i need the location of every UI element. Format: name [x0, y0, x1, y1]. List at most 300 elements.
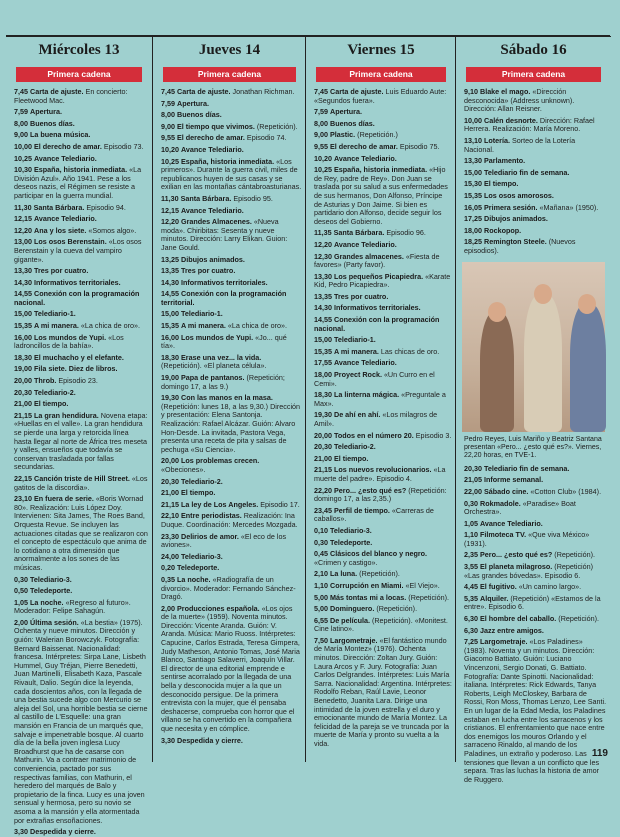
program-title: El tiempo.: [484, 179, 519, 189]
program-description: «Cotton Club» (1984).: [530, 486, 602, 496]
program-entry: [14, 495, 148, 572]
program-description: «La muerte del padre». Episodio 4.: [314, 465, 446, 483]
program-entry: [314, 466, 452, 483]
program-time: 0,30: [14, 574, 28, 584]
program-title: Sábado cine.: [484, 486, 529, 496]
program-title: Apertura.: [30, 107, 62, 117]
program-title: Producciones española.: [177, 603, 260, 613]
program-time: 1,10: [314, 580, 328, 590]
program-entry: [14, 389, 148, 398]
program-entry: [464, 531, 607, 548]
program-description: «Dirección desconocida» (Address unknown). Dirección: Allan Reisner.: [464, 87, 575, 114]
program-title: Apertura.: [330, 107, 362, 117]
program-description: «Los ladroncillos de la bahía».: [14, 332, 124, 351]
program-title: Lotería.: [484, 135, 510, 145]
program-time: 13,30: [464, 156, 482, 166]
program-description: (Repetición).: [359, 569, 400, 579]
program-title: Fila siete. Diez de libros.: [34, 364, 118, 374]
program-entry: [314, 617, 452, 634]
program-time: 23,10: [14, 494, 32, 504]
program-entry: [14, 143, 148, 152]
program-time: 11,30: [161, 193, 179, 203]
program-time: 24,00: [161, 551, 179, 561]
program-entry: [464, 476, 607, 485]
program-entry: [161, 195, 302, 204]
program-title: El tiempo que vivimos.: [177, 121, 255, 131]
program-time: 18,30: [314, 390, 332, 400]
program-title: Corrupción en Miami.: [330, 580, 404, 590]
program-entry: [14, 619, 148, 825]
program-entry: [314, 594, 452, 603]
program-title: El tiempo.: [181, 488, 216, 498]
program-time: 16,00: [14, 332, 32, 342]
program-time: 20,30: [464, 463, 482, 473]
program-time: 9,00: [314, 130, 328, 140]
program-time: 23,45: [314, 505, 332, 515]
program-time: 0,30: [314, 537, 328, 547]
program-entry: [314, 507, 452, 524]
program-title: Pero... ¿esto qué es?: [334, 485, 407, 495]
program-entry: [161, 310, 302, 319]
program-time: 9,55: [314, 141, 328, 151]
program-description: Realización: Ina Duque. Coordinación: Mercedes Mozgada.: [161, 511, 298, 529]
program-entry: [14, 587, 148, 596]
program-time: 19,00: [14, 364, 32, 374]
program-entry: [314, 371, 452, 388]
program-entry: [14, 334, 148, 351]
program-time: 7,45: [314, 87, 328, 96]
program-time: 4,45: [464, 582, 478, 592]
program-title: La noche.: [30, 597, 64, 607]
program-entry: [314, 273, 452, 290]
program-time: 9,00: [161, 121, 175, 131]
program-entry: [14, 377, 148, 386]
program-description: «Crimen y castigo».: [314, 557, 378, 567]
program-entry: [14, 267, 148, 276]
program-title: Informativos territoriales.: [181, 277, 268, 287]
program-title: Santa Bárbara.: [333, 228, 385, 238]
program-entry: [161, 553, 302, 562]
program-title: Informe semanal.: [484, 475, 544, 485]
program-time: 22,15: [14, 473, 32, 483]
program-time: 2,00: [14, 617, 28, 627]
program-description: (Repetición). «Monitest. Cine latino».: [314, 615, 448, 634]
program-entry: [464, 595, 607, 612]
channel-banner: Primera cadena: [316, 67, 446, 82]
program-time: 6,55: [314, 615, 328, 625]
program-description: «Preguntale a Max».: [314, 390, 446, 408]
program-description: Episodio 23.: [58, 376, 98, 386]
program-title: La buena música.: [30, 130, 91, 140]
program-entry: [14, 412, 148, 472]
program-title: Conexión con la programación nacional.: [314, 315, 440, 333]
program-title: A mi manera.: [181, 321, 226, 331]
program-entry: [464, 238, 607, 255]
program-description: «Paradise» Boat Orchestra».: [464, 498, 576, 517]
presenter-figure: [480, 312, 514, 432]
program-entry: [14, 400, 148, 409]
program-entry: [464, 169, 607, 178]
program-entry: [14, 828, 148, 837]
program-entry: [464, 117, 607, 134]
program-time: 12,15: [161, 205, 179, 215]
program-list: [456, 88, 611, 256]
program-description: «Un camino largo».: [518, 582, 582, 592]
program-title: Última sesión.: [30, 617, 79, 627]
program-entry: [14, 88, 148, 105]
program-title: Con las manos en la masa.: [181, 393, 273, 403]
program-list: [6, 88, 152, 837]
program-entry: [464, 204, 607, 213]
program-description: Episodio 17.: [260, 499, 300, 509]
program-entry: [464, 465, 607, 474]
program-description: Episodio 94.: [86, 202, 126, 212]
program-time: 15,35: [161, 321, 179, 331]
program-entry: [314, 443, 452, 452]
program-entry: [314, 582, 452, 591]
program-entry: [314, 605, 452, 614]
program-description: (Repetición). «El planeta célula».: [161, 361, 267, 371]
program-time: 21,15: [314, 465, 332, 475]
program-time: 15,00: [161, 309, 179, 319]
program-title: Entre periodistas.: [181, 511, 242, 521]
program-entry: [464, 137, 607, 154]
program-entry: [161, 512, 302, 529]
program-entry: [161, 564, 302, 573]
program-description: Episodio 75.: [399, 141, 440, 151]
program-list: [153, 88, 306, 745]
program-title: Clásicos del blanco y negro.: [330, 549, 428, 559]
program-description: «Un Curro en el Cemi».: [314, 370, 435, 388]
program-entry: [464, 563, 607, 580]
program-entry: [14, 120, 148, 129]
program-title: Largometraje.: [330, 635, 378, 645]
program-entry: [14, 155, 148, 164]
program-description: «Los Paladines» (1983). Noventa y un minutos. Dirección: Giacomo Battiato. Guión: Luciano Vincenzoni, Sergio Donati, G. Battiato. Fotografía: Dante Spinotti. Nacionalidad: italiana. Intérpretes: Rick Edwards, Tanya Roberts, Leigh McCloskey, Barbara de Rossi, Ron Moss, Thomas Lenzo, Lee Santi. En un lugar de la Edad Media, los Paladines estaban en lucha entre los sarracenos y los cristianos. El enfrentamiento que nace entre dos enemigos los mouros Orlando y el sarraceno Rinaldo, al mando de los Paladines, un extraño y poderoso. Las tensiones que llevan a un conflicto que les separa. Tras las luchas la historia de amor de Ruggero.: [464, 637, 607, 784]
program-time: 7,59: [14, 107, 28, 117]
program-title: Más tontas mi a locas.: [330, 592, 407, 602]
program-entry: [314, 108, 452, 117]
program-entry: [464, 583, 607, 592]
program-time: 1,05: [464, 518, 478, 528]
program-time: 17,55: [314, 358, 332, 368]
program-description: Episodio 96.: [386, 228, 426, 238]
program-title: Primera sesión.: [484, 202, 538, 212]
program-time: 8,00: [314, 118, 328, 128]
program-entry: [161, 478, 302, 487]
program-title: Rokmadole.: [480, 498, 521, 508]
program-entry: [14, 576, 148, 585]
program-entry: [314, 143, 452, 152]
program-title: Telediario-3.: [330, 525, 372, 535]
program-description: Episodio 74.: [246, 133, 287, 143]
program-time: 18,30: [14, 352, 32, 362]
program-time: 7,50: [314, 635, 328, 645]
channel-banner: Primera cadena: [163, 67, 296, 82]
program-title: Telediario-2.: [34, 387, 76, 397]
program-title: La gran hendidura.: [34, 410, 99, 420]
program-title: España, historia inmediata.: [334, 165, 428, 175]
day-column-thursday: [152, 36, 306, 762]
program-time: 23,30: [161, 531, 179, 541]
program-entry: [464, 215, 607, 224]
day-heading: Jueves 14: [153, 36, 306, 63]
program-time: 13,00: [14, 237, 32, 247]
program-description: (Repetición).: [408, 592, 450, 602]
program-title: Informativos territoriales.: [34, 277, 121, 287]
program-time: 13,30: [314, 271, 332, 281]
tv-listings-page: [6, 36, 610, 837]
program-time: 18,00: [314, 370, 332, 380]
program-description: «Carreras de caballos».: [314, 505, 434, 524]
program-entry: [464, 180, 607, 189]
program-entry: [14, 131, 148, 140]
program-description: (Repetición).: [558, 614, 600, 624]
program-entry: [161, 576, 302, 602]
program-time: 20,30: [314, 442, 332, 452]
page-number: 119: [591, 748, 608, 759]
program-title: Telediario-3.: [30, 574, 72, 584]
program-time: 12,20: [14, 225, 32, 235]
program-entry: [314, 348, 452, 357]
program-entry: [161, 279, 302, 288]
program-description: (Repetición: lunes 18, a las 9,30.) Dirección y presentación: Elena Santonja. Realización: Rafael Alcázar. Guión: Alvaro Hon-Desde. La invitada, Pastora Vega, presenta una receta de pita y salsas de pechuga «Su Ciencia».: [161, 401, 301, 454]
program-title: Conexión con la programación territorial.: [161, 289, 287, 307]
program-title: Filmoteca TV.: [480, 530, 527, 540]
program-title: De película.: [330, 615, 370, 625]
program-time: 7,59: [314, 107, 328, 117]
program-time: 8,00: [161, 110, 175, 120]
program-entry: [464, 638, 607, 784]
program-time: 10,00: [464, 115, 482, 125]
program-time: 14,55: [161, 289, 179, 299]
program-title: A mi manera.: [334, 346, 379, 356]
program-entry: [161, 457, 302, 474]
program-title: Los mundos de Yupi.: [181, 332, 254, 342]
program-entry: [14, 599, 148, 616]
program-entry: [14, 354, 148, 363]
program-title: Teledeporte.: [330, 537, 373, 547]
program-time: 14,30: [14, 277, 32, 287]
day-column-saturday: [455, 36, 611, 784]
program-title: El hombre del caballo.: [480, 614, 557, 624]
program-entry: [314, 391, 452, 408]
program-description: «El fantástico mundo de María Montez» (1976). Ochenta minutos. Dirección: Zoltan Jury. Guión: Laura Arcos y F. Jury. Fotografía: Juan Carlos Delgrandes. Intérpretes: Luis María Sarra. Nacionalidad: Argentina. Intérpretes: Rodolfo Reban, Raúl Lavie, Leonor Benedetto, Juanita Lara. Dirige una intimidad de la joven estrella y el duro y emocionante mundo de María Montez. La felicidad de la pareja se ve truncada por la muerte de María y pronto su vuelta a la vida.: [314, 635, 452, 748]
program-title: Informativos territoriales.: [334, 303, 421, 313]
program-title: Dibujos animados.: [181, 254, 245, 264]
program-title: Todos en el número 20.: [334, 430, 414, 440]
program-title: Erase una vez... la vida.: [181, 352, 262, 362]
program-list: [456, 465, 611, 785]
program-description: (Repetición.): [357, 130, 398, 140]
program-title: La luna.: [330, 569, 358, 579]
day-heading: Miércoles 13: [6, 36, 152, 63]
program-title: Telediario-2.: [334, 442, 376, 452]
program-entry: [464, 615, 607, 624]
program-entry: [464, 88, 607, 114]
program-title: A mi manera.: [34, 321, 79, 331]
program-time: 7,45: [161, 87, 175, 96]
program-time: 22,10: [161, 511, 179, 521]
program-title: Grandes Almacenes.: [181, 217, 252, 227]
program-description: «Los milagros de Amil».: [314, 410, 438, 428]
program-entry: [14, 108, 148, 117]
program-entry: [14, 215, 148, 224]
program-description: «Regreso al futuro». Moderador: Felipe Sahagún.: [14, 597, 131, 616]
program-entry: [314, 316, 452, 333]
program-time: 0,10: [314, 525, 328, 535]
program-entry: [161, 394, 302, 454]
program-title: España, historia inmediata.: [181, 156, 275, 166]
program-time: 0,30: [464, 498, 478, 508]
program-description: «Los ojos de la muerte» (1959). Noventa minutos. Dirección: Vicente Aranda. Guión: V. Aranda. Música: Mario Ruoss. Intérpretes: Capucine, Carlos Estrada, Teresa Gimpera, Judy Matheson, Antonio Tomas, José Maria Blanco, Santiago Salaverri, Joaquín Villar. El director de una editorial emprende e sentirse acorralado por la llegada de una bella y desconocida mujer a la que un desconocido persigue. De la primera entrevista con la mujer, que él pensaba deshacerse, comprueba con horror que el villano se ha convertido en la compañera que necesita y en cómplice.: [161, 603, 300, 733]
program-entry: [14, 227, 148, 236]
program-time: 16,00: [161, 332, 179, 342]
program-description: «La bestia» (1975). Ochenta y nueve minutos. Dirección y guión: Walerian Borowczyk. Fotografía: Bernard Baissenat. Nacionalidad: francesa. Intérpretes: Sirpa Lane, Lisbeth Hummel, Guy Tréjan, Pierre Benedetti, Juan Martinelli, Elisabeth Kaza, Pascale Rivault, Dalio. Según dice la leyenda, cada doscientos años, con la llegada de una bestia sucede algo con Mercurio se aleja del Sol, una horrible bestia se cierne al castillo de L'Esquelle: una gran mansión en Francia de un marqués que, salvaje e impenetrable bosque. Al cuarto día de la bella joven inglesa Lucy Broadhurst que ha de casarse con Mathurin. Va a contraer matrimonio de conveniencia, pactado por sus respectivas familias, con Mathurin, el heredero del marqués de Balo y propietario de la finca. Lucy es una joven sensual y hermosa, pero su novio se asoma a la mansión y ella atormentada por extrañas ensoñaciones.: [14, 617, 148, 825]
program-title: Remington Steele.: [484, 237, 547, 247]
program-description: «Los osos Berenstain y la cueva del vampiro gigante».: [14, 237, 142, 264]
program-time: 5,00: [314, 592, 328, 602]
program-description: «Los primeros». Durante la guerra civil, miles de republicanos huyen de sus casas y se exilian en las montañas cántabroasturianas.: [161, 156, 302, 192]
program-description: (Repetición) «Las grandes bóvedas». Episodio 6.: [464, 562, 594, 580]
program-description: «Obeciones».: [161, 464, 206, 474]
program-time: 18,25: [464, 237, 482, 247]
program-entry: [161, 290, 302, 307]
program-time: 0,45: [314, 549, 328, 559]
program-time: 9,10: [464, 87, 478, 96]
program-title: El fugitivo.: [480, 582, 517, 592]
program-title: Delirios de amor.: [181, 531, 239, 541]
program-description: «Mañana» (1950).: [539, 202, 599, 212]
program-entry: [161, 134, 302, 143]
program-title: Calén desnorte.: [484, 115, 538, 125]
program-entry: [161, 218, 302, 252]
program-title: El tiempo.: [334, 453, 369, 463]
program-time: 6,30: [464, 625, 478, 635]
program-entry: [314, 411, 452, 428]
program-title: Carta de ajuste.: [330, 87, 384, 96]
presenter-head: [578, 294, 596, 314]
program-entry: [314, 527, 452, 536]
program-entry: [464, 520, 607, 529]
program-entry: [14, 238, 148, 264]
program-title: España, historia inmediata.: [34, 165, 128, 175]
program-time: 15,00: [314, 335, 332, 345]
program-time: 21,05: [464, 475, 482, 485]
program-time: 12,20: [314, 239, 332, 249]
program-time: 20,00: [314, 430, 332, 440]
program-entry: [14, 204, 148, 213]
program-time: 9,00: [14, 130, 28, 140]
program-time: 5,00: [314, 604, 328, 614]
program-time: 21,15: [14, 410, 32, 420]
program-description: (Repetición: domingo 17, a las 2,35.): [314, 485, 447, 504]
program-title: Blake el mago.: [480, 87, 531, 96]
program-title: Despedida y cierre.: [177, 735, 243, 745]
program-entry: [161, 605, 302, 734]
program-entry: [161, 146, 302, 155]
program-title: Telediario-1.: [34, 309, 76, 319]
program-title: Telediario fin de semana.: [484, 463, 570, 473]
program-title: De ahí en ahí.: [334, 410, 381, 420]
program-title: El tiempo.: [34, 399, 69, 409]
program-time: 0,20: [161, 563, 175, 573]
program-entry: [314, 229, 452, 238]
program-entry: [161, 158, 302, 192]
program-description: Episodio 95.: [233, 193, 273, 203]
program-entry: [14, 365, 148, 374]
program-description: Episodio 3.: [415, 430, 452, 440]
program-title: Avance Telediario.: [34, 214, 97, 224]
program-description: Sorteo de la Lotería Nacional.: [464, 135, 576, 154]
program-time: 14,55: [314, 315, 332, 325]
program-description: Jonathan Richman.: [232, 87, 295, 96]
program-description: Luis Eduardo Aute: «Segundos fuera».: [314, 87, 447, 105]
program-title: Avance Telediario.: [181, 144, 244, 154]
program-description: «El Viejo».: [405, 580, 440, 590]
program-title: Telediario fin de semana.: [484, 167, 570, 177]
program-time: 21,15: [161, 499, 179, 509]
program-title: Jazz entre amigos.: [480, 625, 544, 635]
program-title: Avance Telediario.: [181, 205, 244, 215]
program-time: 0,50: [14, 586, 28, 596]
program-title: Santa Bárbara.: [33, 202, 85, 212]
program-entry: [464, 500, 607, 517]
program-entry: [14, 279, 148, 288]
program-time: 6,30: [464, 614, 478, 624]
program-title: Buenos días.: [177, 110, 222, 120]
program-time: 15,00: [14, 309, 32, 319]
program-time: 19,30: [314, 410, 332, 420]
program-entry: [314, 253, 452, 270]
program-time: 7,45: [14, 87, 28, 96]
program-entry: [161, 267, 302, 276]
program-time: 10,25: [314, 165, 332, 175]
program-time: 15,35: [314, 346, 332, 356]
presenter-head: [534, 284, 552, 304]
program-description: «El eco de los aviones».: [161, 531, 287, 550]
program-description: «La chica de oro».: [80, 321, 141, 331]
program-time: 10,30: [14, 165, 32, 175]
program-title: Avance Telediario.: [334, 153, 397, 163]
program-time: 1,05: [14, 597, 28, 607]
program-title: Teledeporte.: [177, 563, 220, 573]
program-time: 18,00: [464, 225, 482, 235]
program-title: La noche.: [177, 574, 211, 584]
program-description: «Que viva México» (1931).: [464, 530, 590, 548]
program-title: Plastic.: [330, 130, 356, 140]
program-description: «La División Azul». Año 1941. Pese a los deseos nazis, el Régimen se resiste a participar en la guerra mundial.: [14, 165, 142, 200]
program-title: Pero... ¿esto qué es?: [480, 550, 553, 560]
program-title: Teledeporte.: [30, 586, 73, 596]
program-entry: [14, 475, 148, 492]
program-entry: [14, 290, 148, 307]
program-title: Tres por cuatro.: [34, 266, 89, 276]
program-title: Los pequeños Picapiedra.: [334, 271, 424, 281]
program-title: El muchacho y el elefante.: [34, 352, 124, 362]
program-time: 20,00: [161, 456, 179, 466]
program-title: Los problemas crecen.: [181, 456, 260, 466]
program-entry: [314, 359, 452, 368]
program-time: 14,55: [14, 289, 32, 299]
program-entry: [314, 166, 452, 226]
program-entry: [314, 293, 452, 302]
program-entry: [314, 432, 452, 441]
program-description: «Hijo de Rey, padre de Rey». Don Juan se traslada por su salud a sus enfermedades de sus hermanos, Don Alfonso, Príncipe de Asturias y Don Jaime. Si bien es partidario don Alfonso, decide seguir los deseos del Gobierno.: [314, 165, 448, 226]
program-title: Avance Telediario.: [480, 518, 543, 528]
program-title: Los mundos de Yupi.: [34, 332, 107, 342]
day-column-wednesday: [6, 36, 152, 837]
